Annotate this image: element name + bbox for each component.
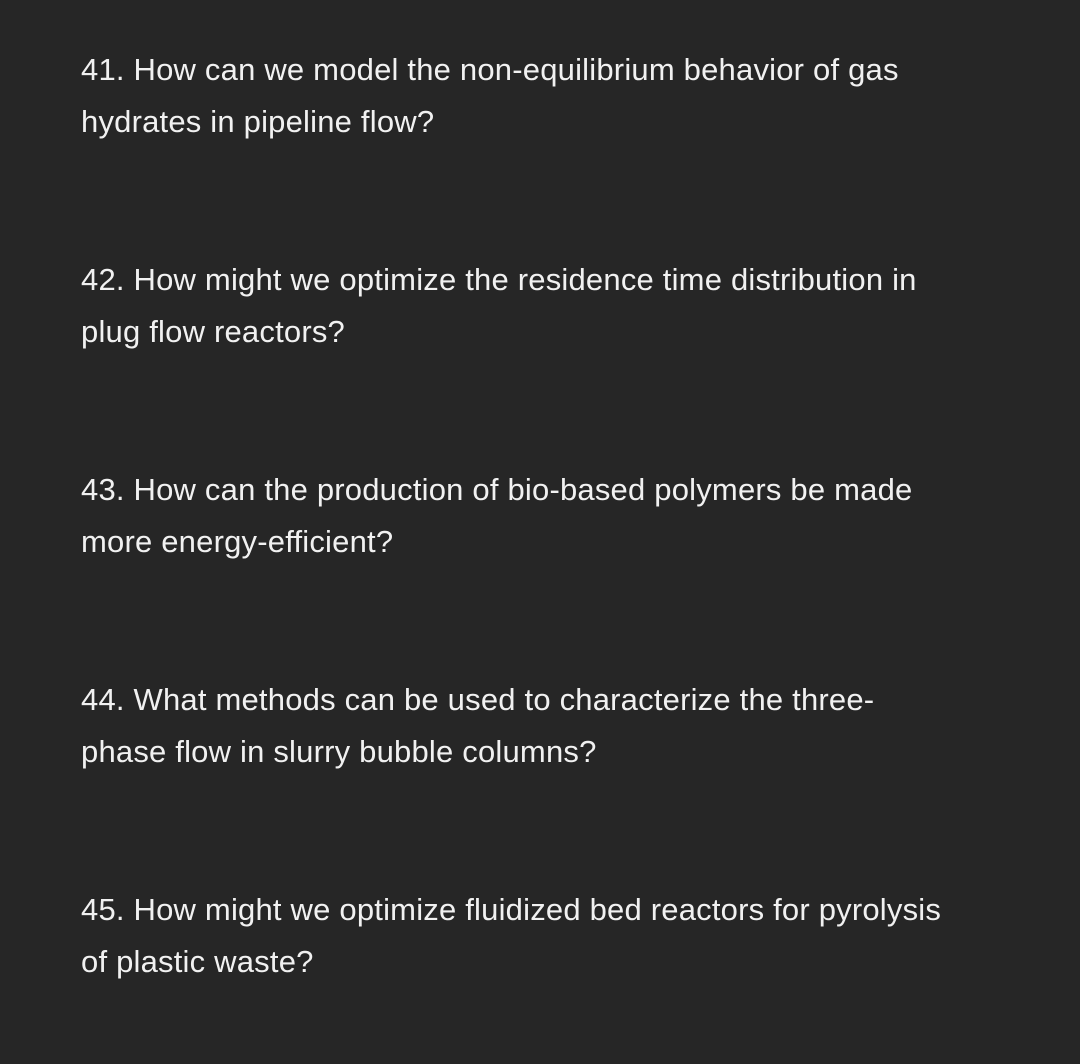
question-item-45 [81,884,1040,988]
question-line: 43. How can the production of bio-based polymers be made [81,472,913,507]
question-item-42 [81,254,1040,358]
question-line: more energy-efficient? [81,524,394,559]
question-line: 42. How might we optimize the residence time distribution in [81,262,917,297]
question-line: plug flow reactors? [81,314,345,349]
question-line: of plastic waste? [81,944,314,979]
question-line: 41. How can we model the non-equilibrium behavior of gas [81,52,899,87]
question-line: hydrates in pipeline flow? [81,104,435,139]
question-line: phase flow in slurry bubble columns? [81,734,597,769]
question-line: 45. How might we optimize fluidized bed reactors for pyrolysis [81,892,942,927]
question-item-43 [81,464,1040,568]
question-item-44 [81,674,1040,778]
question-item-41 [81,44,1040,148]
question-line: 44. What methods can be used to characterize the three- [81,682,875,717]
